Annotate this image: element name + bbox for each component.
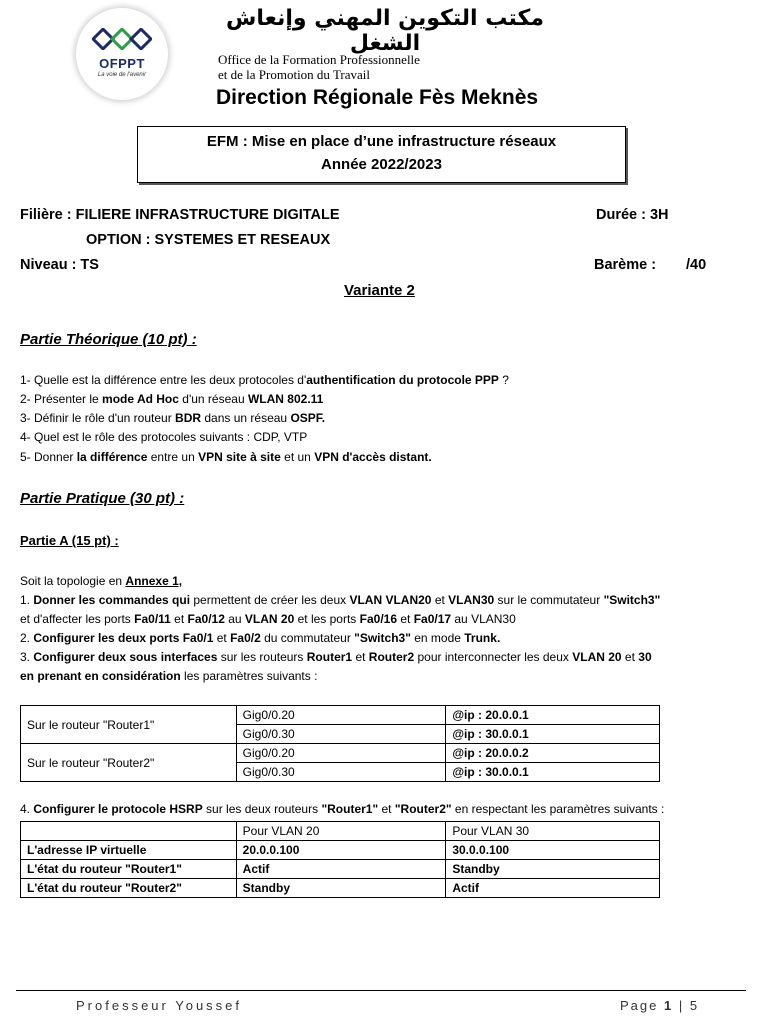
bareme-value: /40 [686,257,707,273]
footer-divider [16,990,746,991]
value-cell: Standby [446,860,660,879]
theory-question-1: 1- Quelle est la différence entre les deux protocoles d'authentification du protocole PPP ? [20,373,509,387]
office-line-2: et de la Promotion du Travail [218,67,371,82]
ofppt-logo [76,8,168,100]
ip-cell: @ip : 20.0.0.1 [446,706,660,725]
theory-question-5: 5- Donner la différence entre un VPN site à site et un VPN d'accès distant. [20,450,432,464]
duree: Durée : 3H [596,207,669,223]
direction-title: Direction Régionale Fès Meknès [216,86,539,109]
exam-year: Année 2022/2023 [321,156,442,173]
interface-cell: Gig0/0.30 [236,725,446,744]
header-cell: Pour VLAN 30 [446,822,660,841]
label-cell: L'état du routeur "Router2" [21,879,237,898]
bareme-label: Barème : [594,257,657,273]
ip-cell: @ip : 20.0.0.2 [446,744,660,763]
theory-question-3: 3- Définir le rôle d'un routeur BDR dans un réseau OSPF. [20,411,326,425]
filiere: Filière : FILIERE INFRASTRUCTURE DIGITALE [20,207,340,223]
logo-text: OFPPT [99,56,145,71]
practice-question-1a: 1. Donner les commandes qui permettent de créer les deux VLAN VLAN20 et VLAN30 sur le commutateur "Switch3" [20,593,661,607]
table-row [21,879,660,898]
partie-a-title: Partie A (15 pt) : [20,533,119,548]
table-header-row [21,822,660,841]
office-line-1: Office de la Formation Professionnelle [218,52,420,67]
table-row [21,841,660,860]
value-cell: Actif [446,879,660,898]
ip-cell: @ip : 30.0.0.1 [446,725,660,744]
label-cell: L'état du routeur "Router1" [21,860,237,879]
practice-title: Partie Pratique (30 pt) : [20,490,185,507]
table-row [21,706,660,725]
value-cell: 30.0.0.100 [446,841,660,860]
hsrp-table [20,821,660,898]
arabic-title: مكتب التكوين المهني وإنعاش الشغل [226,6,544,56]
router-cell: Sur le routeur "Router2" [21,744,237,782]
option: OPTION : SYSTEMES ET RESEAUX [86,232,331,248]
value-cell: Actif [236,860,446,879]
niveau: Niveau : TS [20,257,99,273]
theory-question-2: 2- Présenter le mode Ad Hoc d'un réseau WLAN 802.11 [20,392,324,406]
topology-intro: Soit la topologie en Annexe 1, [20,574,183,588]
interface-cell: Gig0/0.30 [236,763,446,782]
table-row [21,744,660,763]
exam-title-box [137,126,626,183]
footer-author: Professeur Youssef [76,998,243,1013]
label-cell: L'adresse IP virtuelle [21,841,237,860]
theory-question-4: 4- Quel est le rôle des protocoles suivants : CDP, VTP [20,430,308,444]
ofppt-logo-mark-icon [92,28,152,50]
value-cell: Standby [236,879,446,898]
header-cell: Pour VLAN 20 [236,822,446,841]
footer-page-number: Page 1 | 5 [620,998,700,1013]
router-cell: Sur le routeur "Router1" [21,706,237,744]
ip-cell: @ip : 30.0.0.1 [446,763,660,782]
interface-cell: Gig0/0.20 [236,744,446,763]
variante: Variante 2 [344,282,415,299]
interface-cell: Gig0/0.20 [236,706,446,725]
practice-question-1b: et d'affecter les ports Fa0/11 et Fa0/12 au VLAN 20 et les ports Fa0/16 et Fa0/17 au VLAN30 [20,612,516,626]
header-cell [21,822,237,841]
theory-title: Partie Théorique (10 pt) : [20,331,197,348]
value-cell: 20.0.0.100 [236,841,446,860]
subinterface-table [20,705,660,782]
practice-question-2: 2. Configurer les deux ports Fa0/1 et Fa0/2 du commutateur "Switch3" en mode Trunk. [20,631,501,645]
table-row [21,860,660,879]
logo-tagline: La voie de l'avenir [97,72,147,78]
exam-title: EFM : Mise en place d’une infrastructure réseaux [206,133,557,150]
practice-question-4: 4. Configurer le protocole HSRP sur les deux routeurs "Router1" et "Router2" en respectant les paramètres suivants : [20,802,665,816]
practice-question-3a: 3. Configurer deux sous interfaces sur les routeurs Router1 et Router2 pour interconnecter les deux VLAN 20 et 30 [20,650,652,664]
practice-question-3b: en prenant en considération les paramètres suivants : [20,669,318,683]
